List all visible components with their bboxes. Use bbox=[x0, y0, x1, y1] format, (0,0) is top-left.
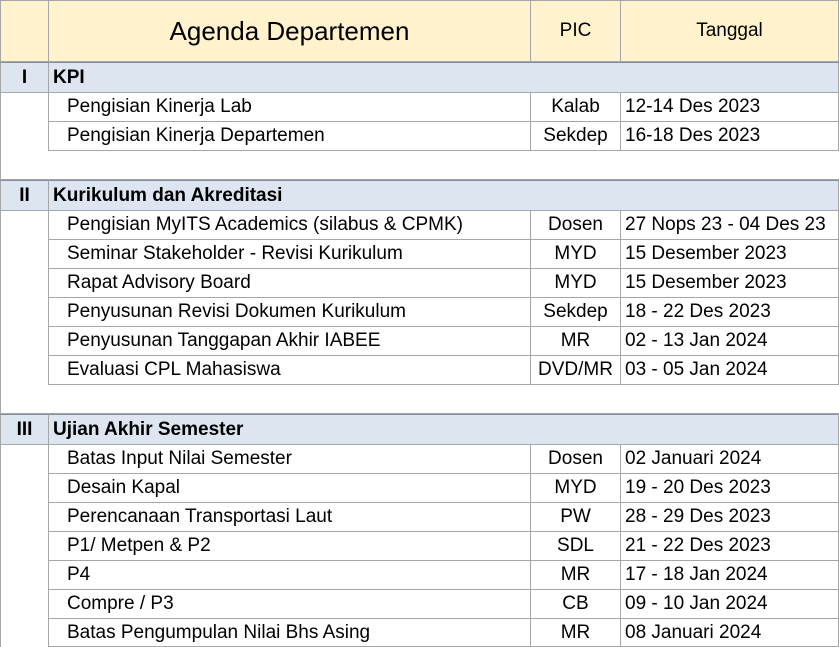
number-cell[interactable] bbox=[0, 385, 49, 414]
number-cell[interactable] bbox=[0, 93, 49, 122]
task-cell[interactable]: Pengisian Kinerja Departemen bbox=[49, 122, 531, 151]
spacer-row bbox=[0, 385, 839, 414]
number-cell[interactable] bbox=[0, 445, 49, 474]
section-date-cell[interactable] bbox=[621, 62, 839, 93]
number-cell[interactable] bbox=[0, 619, 49, 647]
section-row-2 bbox=[0, 180, 839, 211]
task-cell[interactable] bbox=[49, 385, 531, 414]
number-cell[interactable] bbox=[0, 532, 49, 561]
header-row bbox=[0, 0, 839, 62]
task-cell[interactable]: Evaluasi CPL Mahasiswa bbox=[49, 356, 531, 385]
task-cell[interactable]: Batas Input Nilai Semester bbox=[49, 445, 531, 474]
table-row bbox=[0, 561, 839, 590]
task-cell[interactable]: Penyusunan Tanggapan Akhir IABEE bbox=[49, 327, 531, 356]
pic-cell[interactable]: Dosen bbox=[531, 211, 621, 240]
table-row bbox=[0, 532, 839, 561]
date-cell[interactable]: 18 - 22 Des 2023 bbox=[621, 298, 839, 327]
section-title[interactable]: KPI bbox=[49, 62, 531, 93]
number-cell[interactable] bbox=[0, 590, 49, 619]
task-cell[interactable]: P1/ Metpen & P2 bbox=[49, 532, 531, 561]
table-row bbox=[0, 298, 839, 327]
task-cell[interactable]: Rapat Advisory Board bbox=[49, 269, 531, 298]
date-cell[interactable]: 12-14 Des 2023 bbox=[621, 93, 839, 122]
table-row bbox=[0, 327, 839, 356]
table-row bbox=[0, 211, 839, 240]
pic-cell[interactable]: Kalab bbox=[531, 93, 621, 122]
section-number[interactable]: II bbox=[0, 180, 49, 211]
pic-cell[interactable]: Sekdep bbox=[531, 298, 621, 327]
pic-cell[interactable]: PW bbox=[531, 503, 621, 532]
number-cell[interactable] bbox=[0, 327, 49, 356]
number-cell[interactable] bbox=[0, 356, 49, 385]
section-title[interactable]: Ujian Akhir Semester bbox=[49, 414, 531, 445]
pic-cell[interactable]: Sekdep bbox=[531, 122, 621, 151]
pic-cell[interactable]: Dosen bbox=[531, 445, 621, 474]
number-cell[interactable] bbox=[0, 503, 49, 532]
table-row bbox=[0, 93, 839, 122]
date-cell[interactable]: 21 - 22 Des 2023 bbox=[621, 532, 839, 561]
pic-cell[interactable]: MYD bbox=[531, 269, 621, 298]
task-cell[interactable]: Compre / P3 bbox=[49, 590, 531, 619]
header-pic[interactable]: PIC bbox=[531, 0, 621, 62]
section-number[interactable]: III bbox=[0, 414, 49, 445]
date-cell[interactable]: 02 - 13 Jan 2024 bbox=[621, 327, 839, 356]
date-cell[interactable]: 15 Desember 2023 bbox=[621, 240, 839, 269]
date-cell[interactable]: 27 Nops 23 - 04 Des 23 bbox=[621, 211, 839, 240]
section-pic-cell[interactable] bbox=[531, 414, 621, 445]
date-cell[interactable]: 16-18 Des 2023 bbox=[621, 122, 839, 151]
task-cell[interactable]: Perencanaan Transportasi Laut bbox=[49, 503, 531, 532]
section-date-cell[interactable] bbox=[621, 180, 839, 211]
task-cell[interactable] bbox=[49, 151, 531, 180]
pic-cell[interactable]: MYD bbox=[531, 240, 621, 269]
section-row-3 bbox=[0, 414, 839, 445]
pic-cell[interactable]: SDL bbox=[531, 532, 621, 561]
task-cell[interactable]: Seminar Stakeholder - Revisi Kurikulum bbox=[49, 240, 531, 269]
section-date-cell[interactable] bbox=[621, 414, 839, 445]
number-cell[interactable] bbox=[0, 269, 49, 298]
task-cell[interactable]: Pengisian MyITS Academics (silabus & CPMK) bbox=[49, 211, 531, 240]
table-row bbox=[0, 269, 839, 298]
date-cell[interactable]: 03 - 05 Jan 2024 bbox=[621, 356, 839, 385]
number-cell[interactable] bbox=[0, 211, 49, 240]
pic-cell[interactable]: MYD bbox=[531, 474, 621, 503]
table-row bbox=[0, 590, 839, 619]
date-cell[interactable]: 17 - 18 Jan 2024 bbox=[621, 561, 839, 590]
section-pic-cell[interactable] bbox=[531, 180, 621, 211]
date-cell[interactable]: 15 Desember 2023 bbox=[621, 269, 839, 298]
number-cell[interactable] bbox=[0, 122, 49, 151]
table-row bbox=[0, 445, 839, 474]
task-cell[interactable]: P4 bbox=[49, 561, 531, 590]
number-cell[interactable] bbox=[0, 561, 49, 590]
pic-cell[interactable]: DVD/MR bbox=[531, 356, 621, 385]
spacer-row bbox=[0, 151, 839, 180]
header-number-cell[interactable] bbox=[0, 0, 49, 62]
task-cell[interactable]: Desain Kapal bbox=[49, 474, 531, 503]
table-row bbox=[0, 122, 839, 151]
number-cell[interactable] bbox=[0, 474, 49, 503]
task-cell[interactable]: Pengisian Kinerja Lab bbox=[49, 93, 531, 122]
task-cell[interactable]: Batas Pengumpulan Nilai Bhs Asing bbox=[49, 619, 531, 647]
header-title[interactable]: Agenda Departemen bbox=[49, 0, 531, 62]
section-pic-cell[interactable] bbox=[531, 62, 621, 93]
number-cell[interactable] bbox=[0, 151, 49, 180]
table-row bbox=[0, 240, 839, 269]
pic-cell[interactable]: MR bbox=[531, 327, 621, 356]
table-row bbox=[0, 619, 839, 647]
pic-cell[interactable] bbox=[531, 151, 621, 180]
header-date[interactable]: Tanggal bbox=[621, 0, 839, 62]
section-row-1 bbox=[0, 62, 839, 93]
date-cell[interactable] bbox=[621, 151, 839, 180]
date-cell[interactable]: 19 - 20 Des 2023 bbox=[621, 474, 839, 503]
table-row bbox=[0, 474, 839, 503]
date-cell[interactable]: 02 Januari 2024 bbox=[621, 445, 839, 474]
date-cell[interactable]: 28 - 29 Des 2023 bbox=[621, 503, 839, 532]
date-cell[interactable]: 08 Januari 2024 bbox=[621, 619, 839, 647]
number-cell[interactable] bbox=[0, 298, 49, 327]
section-title[interactable]: Kurikulum dan Akreditasi bbox=[49, 180, 531, 211]
date-cell[interactable] bbox=[621, 385, 839, 414]
section-number[interactable]: I bbox=[0, 62, 49, 93]
pic-cell[interactable] bbox=[531, 385, 621, 414]
table-row bbox=[0, 503, 839, 532]
pic-cell[interactable]: MR bbox=[531, 619, 621, 647]
date-cell[interactable]: 09 - 10 Jan 2024 bbox=[621, 590, 839, 619]
number-cell[interactable] bbox=[0, 240, 49, 269]
table-row bbox=[0, 356, 839, 385]
pic-cell[interactable]: MR bbox=[531, 561, 621, 590]
task-cell[interactable]: Penyusunan Revisi Dokumen Kurikulum bbox=[49, 298, 531, 327]
pic-cell[interactable]: CB bbox=[531, 590, 621, 619]
